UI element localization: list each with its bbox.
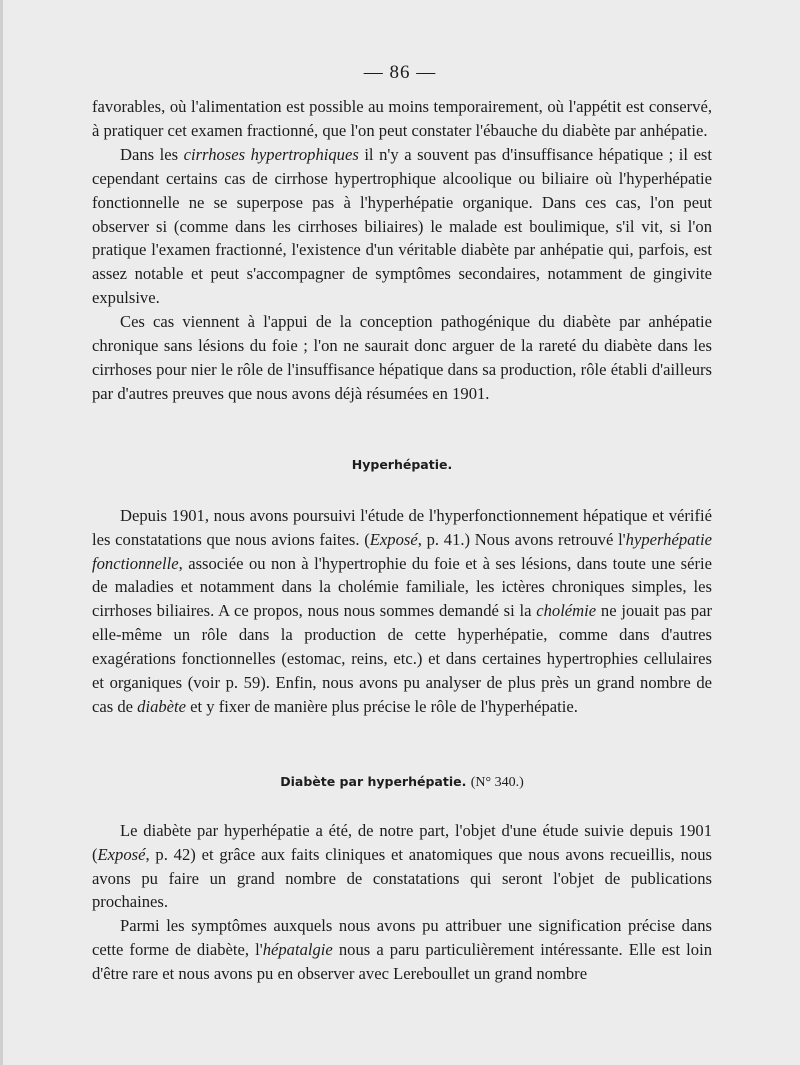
heading-reference: (N° 340.) (470, 774, 524, 790)
heading-title: Diabète par hyperhépatie. (280, 773, 467, 789)
italic-term: hyperhépatie fonctionnelle (92, 529, 712, 573)
italic-term: Exposé (369, 529, 418, 549)
paragraph-conception: Ces cas viennent à l'appui de la conception pathogénique du diabète par anhépatie chronique sans lésions du foie ; l'on ne saurait donc arguer de la rareté du diabète dans les cirrhoses pour nier le rôle de l'insuffisance hépatique dans sa production, rôle établi d'ailleurs par d'autres preuves que nous avons déjà résumées en 1901. (92, 312, 712, 403)
page-number: — 86 — (363, 62, 437, 83)
italic-term: diabète (137, 696, 186, 716)
paragraph-diabete: Le diabète par hyperhépatie a été, de notre part, l'objet d'une étude suivie depuis 1901 (Exposé, p. 42) et grâce aux faits cliniques et anatomiques que nous avons recueillis, nous avons pu faire un grand nombre de constatations qui seront l'objet de publications prochaines. (92, 820, 712, 912)
italic-term: Exposé (97, 844, 146, 864)
italic-term: cholémie (536, 601, 597, 621)
italic-term: hépatalgie (262, 940, 333, 960)
paragraph-cirrhoses: Dans les cirrhoses hypertrophiques il n'y a souvent pas d'insuffisance hépatique ; il est cependant certains cas de cirrhose hypertrophique alcoolique ou biliaire où l'hyperhépatie fonctionnelle ne se superpose pas à l'hyperhépatie organique. Dans ces cas, l'on peut observer si (comme dans les cirrhoses biliaires) le malade est boulimique, s'il vit, si l'on pratique l'examen fractionné, l'existence d'un véritable diabète par anhépatie qui, parfois, est assez notable et peut s'accompagner de symptômes secondaires, notamment de gingivite expulsive. (92, 144, 712, 308)
section-heading-diabete (92, 719, 712, 819)
paragraph-hyperhepatie: Depuis 1901, nous avons poursuivi l'étude de l'hyperfonctionnement hépatique et vérifié les constatations que nous avions faites. (Exposé, p. 41.) Nous avons retrouvé l'hyperhépatie fonctionnelle, associée ou non à l'hypertrophie du foie et à ses lésions, dans toute une série de maladies et notamment dans la cholémie familiale, les ictères chroniques simples, les cirrhoses biliaires. A ce propos, nous nous sommes demandé si la cholémie ne jouait pas par elle-même un rôle dans la production de cette hyperhépatie, comme dans d'autres exagérations fonctionnelles (estomac, reins, etc.) et dans certaines hypertrophies cellulaires et organiques (voir p. 59). Enfin, nous avons pu analyser de plus près un grand nombre de cas de diabète et y fixer de manière plus précise le rôle de l'hyperhépatie. (92, 505, 712, 716)
body-text (92, 95, 712, 986)
paragraph-continuation: favorables, où l'alimentation est possible au moins temporairement, où l'appétit est conservé, à pratiquer cet examen fractionné, que l'on peut constater l'ébauche du diabète par anhépatie. (92, 97, 712, 140)
italic-term: cirrhoses hypertrophiques (183, 144, 359, 164)
section-heading-hyperhepatie: Hyperhépatie. (351, 456, 453, 472)
paragraph-symptomes: Parmi les symptômes auxquels nous avons pu attribuer une signification précise dans cette forme de diabète, l'hépatalgie nous a paru particulièrement intéressante. Elle est loin d'être rare et nous avons pu en observer avec Lereboullet un grand nombre (92, 916, 712, 984)
